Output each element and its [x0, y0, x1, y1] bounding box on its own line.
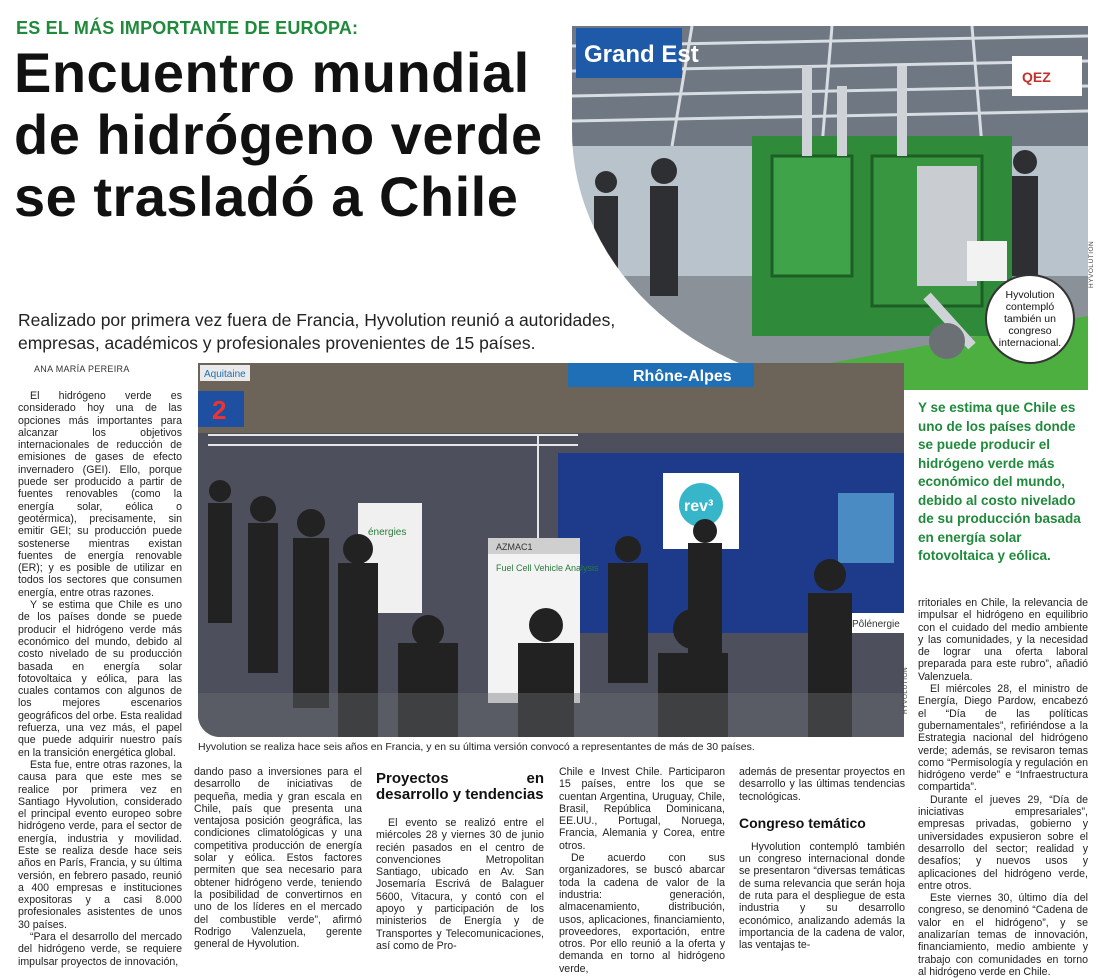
kicker: ES EL MÁS IMPORTANTE DE EUROPA:	[16, 18, 359, 38]
logo-rev3: rev³	[684, 498, 714, 515]
photo-caption-circle	[985, 274, 1075, 364]
col2-paragraph: dando paso a inversiones para el desarrollo de iniciativas de pequeña, media y gran escala en Chile, país que presenta una ventajosa posición geográfica, las condiciones climatológicas y una competitiva producción de energía solar y eólica. Estos factores permiten que sea necesario para obtener hidrógeno verde, teniendo la posibilidad de convertirnos en uno de los líderes en el mercado del combustible verde”, afirmó Rodrigo Valenzuela, gerente general de Hyvolution.	[194, 766, 362, 951]
photo-caption-circle-text: Hyvolution contempló también un congreso internacional.	[998, 289, 1062, 349]
sign-energies: énergies	[368, 527, 407, 538]
photo-credit-main: HYVOLUTION	[902, 666, 909, 714]
photo-main-illustration	[198, 363, 904, 737]
col3-paragraph: El evento se realizó entre el miércoles 28 y viernes 30 de junio recién pasados en el centro de convenciones Metropolitan Santiago, ubicado en Av. San Josemaría Escrivá de Balaguer 5600, Vitacura, y contó con el apoyo y participación de los ministerios de Energía y de Transportes y Telecomunicaciones, así como de Pro-	[376, 817, 544, 952]
sign-aquitaine: Aquitaine	[204, 369, 246, 380]
article-column-6	[918, 597, 1088, 978]
col4-paragraph: Chile e Invest Chile. Participaron 15 países, entre los que se cuentan Argentina, Uruguay, Chile, Brasil, República Dominicana, EE.UU., Portugal, Noruega, Francia, Alemania y Corea, entre otros.	[559, 766, 725, 852]
photo-exhibition-hall	[198, 363, 904, 737]
pull-quote: Y se estima que Chile es uno de los países donde se puede producir el hidrógeno verde más económico del mundo, debido al costo nivelado de su producción basada en energía solar fotovoltaica y eólica.	[918, 400, 1081, 563]
col1-paragraph: “Para el desarrollo del mercado del hidrógeno verde, se requiere impulsar proyectos de innovación,	[18, 931, 182, 968]
col1-paragraph: Esta fue, entre otras razones, la causa para que este mes se realice por primera vez en Santiago Hyvolution, considerado el principal evento europeo sobre hidrógeno verde, para el sector de energía, industria y movilidad. Este se realiza desde hace seis años en París, Francia, y su última versión, en febrero pasado, reunió a 400 empresas e instituciones expositoras y a casi 8.000 profesionales asistentes de unos 30 países.	[18, 758, 182, 931]
article-column-5	[739, 766, 905, 952]
sign-azmac-banner: AZMAC1	[496, 542, 533, 552]
section-heading-congreso: Congreso temático	[739, 814, 866, 831]
col6-paragraph: Durante el jueves 29, “Día de iniciativas empresariales”, empresas privadas, gobierno y universidades expusieron sobre el desarrollo del sector; realidad y desafíos; y nuevos usos y aplicaciones del hidrógeno verde, entre otros.	[918, 793, 1088, 892]
col4-paragraph: De acuerdo con sus organizadores, se buscó abarcar toda la cadena de valor de la industria: generación, almacenamiento, distribución, usos, aplicaciones, financiamiento, proveedores, exportación, entre otros. Por ello reunió a la oferta y demanda en torno al hidrógeno verde,	[559, 852, 725, 975]
col1-paragraph: El hidrógeno verde es considerado hoy una de las opciones más importantes para alcanzar los objetivos internacionales de reducción de emisiones de gases de efecto invernadero (GEI). Ello, porque puede ser producido a partir de fuentes renovables (como la energía solar, eólica o geotérmica), precisamente, sin emitir GEI; su producción puede sostenerse mientras existan fuentes de energía renovable (ER); y es posible de utilizar en todos los sectores que consumen energía, entre otras razones.	[18, 390, 182, 599]
article-column-4	[559, 766, 725, 975]
photo-credit-top: HYVOLUTION	[1088, 240, 1095, 288]
sign-qez: QEZ	[1022, 69, 1051, 85]
col6-paragraph: El miércoles 28, el ministro de Energía, Diego Pardow, encabezó el “Día de las políticas gubernamentales”, refiriéndose a la Estrategia nacional del hidrógeno verde; además, se revisaron temas como “Permisología y regulación en hidrógeno verde” e “Infraestructura compartida”.	[918, 683, 1088, 794]
byline: ANA MARÍA PEREIRA	[34, 364, 130, 374]
sign-fuel-cell: Fuel Cell Vehicle Analysis	[496, 563, 599, 573]
col5-paragraph: Hyvolution contempló también un congreso internacional donde se presentaron “diversas temáticas de suma relevancia que serán hoja de ruta para el despliegue de esta industria y su desarrollo económico, analizando además la importancia de la cadena de valor, las ventajas te-	[739, 840, 905, 952]
sign-rhone-alpes: Rhône-Alpes	[633, 368, 732, 385]
article-column-2	[194, 766, 362, 950]
col5-intro: además de presentar proyectos en desarrollo y las últimas tendencias tecnológicas.	[739, 766, 905, 803]
sign-grand-est: Grand Est	[584, 41, 699, 68]
col1-paragraph: Y se estima que Chile es uno de los países donde se puede producir el hidrógeno verde más económico del mundo, debido al costo nivelado de su producción basada en energía solar fotovoltaica y eólica, para las cuales contamos con algunos de los mejores escenarios geográficos del orbe. Esta realidad refuerza, una vez más, el papel que puede adquirir nuestro país en la transición energética global.	[18, 599, 182, 759]
col6-paragraph: Este viernes 30, último día del congreso, se denominó “Cadena de valor en el hidrógeno”, y se analizarían temas de innovación, financiamiento, medio ambiente y trabajo con comunidades en torno al hidrógeno verde en Chile.	[918, 892, 1088, 978]
sign-number-2: 2	[212, 395, 227, 425]
col6-paragraph: rritoriales en Chile, la relevancia de impulsar el hidrógeno en equilibrio con el cuidado del medio ambiente y las comunidades, y la necesidad de lograr una oferta laboral preparada para este rubro”, añadió Valenzuela.	[918, 597, 1088, 683]
photo-main-caption: Hyvolution se realiza hace seis años en Francia, y en su última versión convocó a representantes de más de 30 países.	[198, 741, 755, 753]
subheadline: Realizado por primera vez fuera de Francia, Hyvolution reunió a autoridades, empresas, académicos y profesionales provenientes de 15 países.	[18, 310, 616, 353]
section-heading-proyectos: Proyectos en desarrollo y tendencias	[376, 770, 544, 803]
sign-polenergie: Pôlénergie	[852, 619, 900, 630]
article-column-3	[376, 771, 544, 952]
article-column-1	[18, 390, 182, 968]
headline: Encuentro mundial de hidrógeno verde se trasladó a Chile	[14, 41, 543, 228]
